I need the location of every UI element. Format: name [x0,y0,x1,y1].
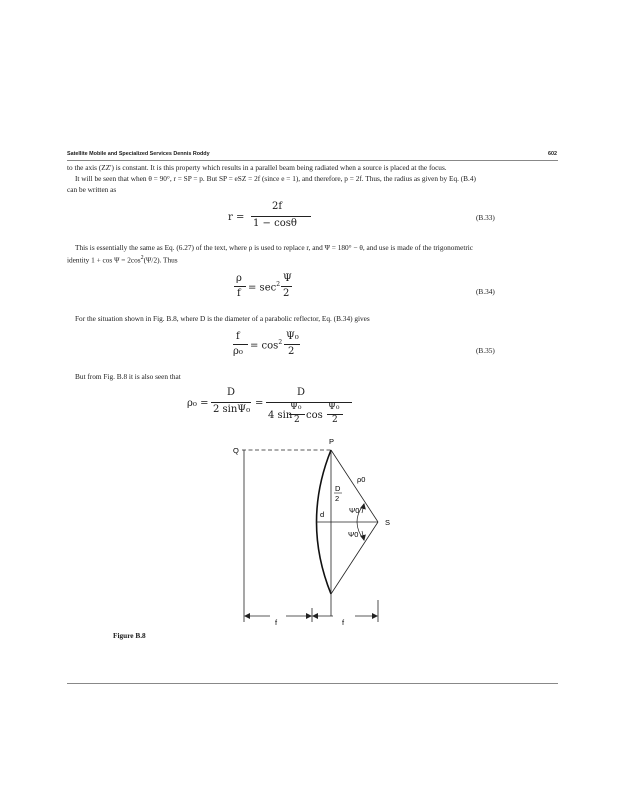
page-number: 602 [548,151,557,157]
label-f-left: f [275,618,278,627]
paragraph-line: can be written as [67,185,117,194]
paragraph-line: to the axis (ZZ') is constant. It is this property which results in a parallel beam being radiated when a source is placed at the focus. [67,163,447,172]
label-s: S [385,518,391,527]
paragraph-line: identity $1 + \cos \Psi = 2\cos^2(\Psi/2)$. Thus [67,255,178,265]
footer-rule [67,683,558,684]
paragraph-line: But from Fig. B.8 it is also seen that [75,372,181,381]
equation-label: (B.34) [476,287,495,296]
label-d: d [320,510,325,519]
header-title: Satellite Mobile and Specialized Services Dennis Roddy [67,151,210,157]
label-d-num: D [335,484,341,493]
equation-label: (B.35) [476,346,495,355]
paragraph-line: This is essentially the same as Eq. (6.27) of the text, where ρ is used to replace r, and Ψ = 180° − θ, and use is made of the trigonometric [75,243,474,252]
label-q: Q [233,446,239,455]
label-p: P [329,437,335,446]
paragraph-line: It will be seen that when θ = 90°, r = SP = p. But SP = eSZ = 2f (since e = 1), and therefore, p = 2f. Thus, the radius as given by Eq. (B.4) [75,174,476,183]
label-rho0: ρ0 [357,475,366,484]
paragraph-line: For the situation shown in Fig. B.8, where D is the diameter of a parabolic reflector, Eq. (B.34) gives [75,314,370,323]
label-f-right: f [342,618,345,627]
label-psi-lower: Ψ0 [348,530,359,539]
label-psi-upper: Ψ0 [349,506,360,515]
label-d-den: 2 [335,494,340,503]
equation-label: (B.33) [476,213,495,222]
figure-caption: Figure B.8 [113,631,146,640]
